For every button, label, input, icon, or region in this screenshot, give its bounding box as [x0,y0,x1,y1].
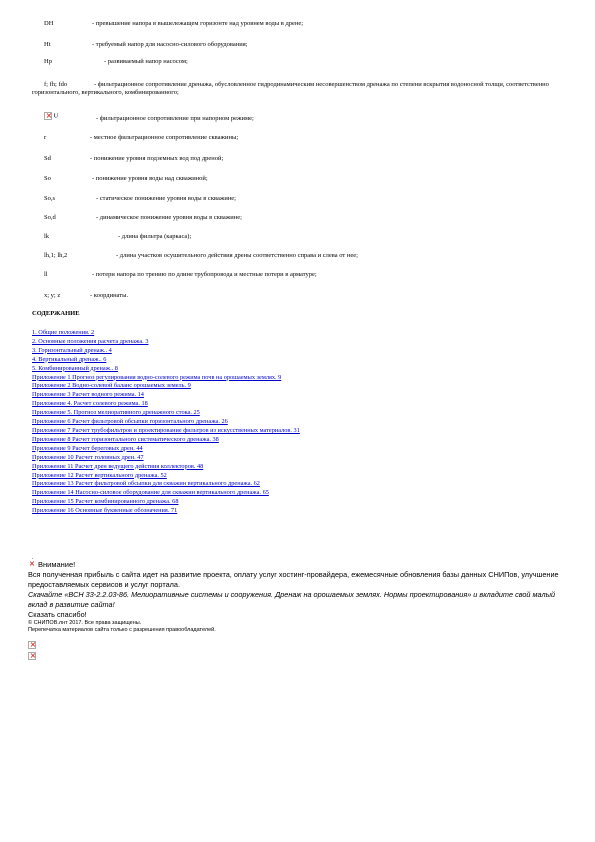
definition-symbol [44,112,58,120]
toc-link[interactable]: Приложение 6 Расчет фильтровой обсыпки горизонтального дренажа. 26 [32,418,228,426]
toc-item[interactable] [32,427,300,436]
toc-link[interactable]: 1. Общие положения. 2 [32,329,95,336]
toc-link[interactable]: Приложение 13 Расчет фильтровой обсыпки для скважин вертикального дренажа. 62 [32,480,260,488]
definition-symbol: So [44,175,51,182]
toc-link[interactable]: Приложение 9 Расчет береговых дрен. 44 [32,444,143,452]
definition-symbol: x; y; z [44,292,61,299]
definition-symbol: lk [44,233,50,240]
toc-item[interactable] [32,400,300,409]
definition-text: - потери напора по трению по длине трубопровода и местные потери в арматуре; [92,271,317,278]
toc-item[interactable] [32,489,300,498]
definition-text: - требуемый напор для насосно-силового оборудования; [92,41,248,48]
definition-symbol: ll [44,271,48,278]
definition-text: - превышение напора в вышележащем горизонте над уровнем воды в дрене; [92,20,304,27]
toc-item[interactable] [32,418,300,427]
definition-symbol: r [44,134,47,141]
toc-item[interactable] [32,498,300,507]
thanks-link[interactable]: Сказать спасибо! [28,610,87,619]
toc-item[interactable] [32,436,300,445]
definition-text: - статическое понижение уровня воды в скважине; [96,195,236,202]
toc-item[interactable] [32,338,300,347]
broken-image-icon [28,561,36,569]
toc-item[interactable] [32,382,300,391]
download-text[interactable]: Скачайте «ВСН 33-2.2.03-86. Мелиоративные системы и сооружения. Дренаж на орошаемых землях. Нормы проектирования» и вкладите свой малый вклад в развитие сайта! [28,590,556,609]
toc-link[interactable]: 5. Комбинированный дренаж.. 8 [32,364,118,372]
notice-title-text: Внимание! [38,560,76,569]
notice-block [28,560,568,634]
definition-text: - динамическое понижение уровня воды в скважине; [96,214,242,221]
definition-symbol: DH [44,20,54,27]
toc-link[interactable]: Приложение 15 Расчет комбинированного дренажа. 68 [32,498,179,506]
toc-item[interactable] [32,329,300,338]
toc-link[interactable]: Приложение 8 Расчет горизонтального систематического дренажа. 38 [32,435,219,443]
toc-link[interactable]: Приложение 7 Расчет трубофильтров и проектирование фильтров из искусственных материалов. 31 [32,426,300,434]
definition-symbol: So,d [44,214,56,221]
toc-link[interactable]: Приложение 10 Расчет головных дрен. 47 [32,453,144,461]
notice-title [28,560,568,570]
toc-link[interactable]: Приложение 5. Прогноз мелиоративного дренажного стока. 25 [32,409,200,417]
copyright-text: © СНИПОВ.лнт 2017. Все права защищены. [28,620,142,626]
toc-link[interactable]: 3. Горизонтальный дренаж.. 4 [32,346,112,354]
toc-link[interactable]: Приложение 4. Расчет солевого режима. 18 [32,400,148,408]
definition-text: - развиваемый напор насосом; [104,58,188,65]
definition-text: - фильтрационное сопротивление при напорном режиме; [96,115,254,122]
definition-symbol: Ht [44,41,51,48]
toc-item[interactable] [32,409,300,418]
table-of-contents [32,329,300,516]
definition-symbol: So,s [44,195,56,202]
toc-item[interactable] [32,445,300,454]
broken-image-icon[interactable] [28,641,36,649]
toc-link[interactable]: Приложение 14 Насосно-силовое оборудование для скважин вертикального дренажа. 65 [32,489,269,497]
definition-text: - длина фильтра (каркаса); [118,233,192,240]
image-placeholders [28,641,36,660]
broken-image-icon[interactable] [28,652,36,660]
notice-text: Вся полученная прибыль с сайта идет на развитие проекта, оплату услуг хостинг-провайдера, ежемесячные обновления базы данных СНИПов, улучшение предоставляемых сервисов и услуг портала. [28,570,559,589]
definition-text: - длина участков осушительного действия дрены соответственно справа и слева от нее; [116,252,358,259]
definition-text: - понижение уровня подземных вод под дреной; [90,155,224,162]
definition-text: - фильтрационное сопротивление дренажа, обусловленное гидродинамическим несовершенством дренажа по степени вскрытия водоносной толщи, соответственно горизонтального, вертикального, комбинированного; [32,81,549,96]
toc-link[interactable]: Приложение 11 Расчет дрен ведущего действия коллекторов. 48 [32,462,204,470]
toc-item[interactable] [32,463,300,472]
definition-text: - координаты. [90,292,129,299]
symbol-label: U [53,112,59,120]
toc-item[interactable] [32,365,300,374]
toc-link[interactable]: Приложение 12 Расчет вертикального дренажа. 52 [32,471,167,479]
toc-link[interactable]: 4. Вертикальный дренаж.. 6 [32,355,107,363]
toc-link[interactable]: Приложение 2 Водно-солевой баланс орошаемых земель. 9 [32,382,191,390]
definition-symbol: lh,1; lh,2 [44,252,68,259]
toc-item[interactable] [32,507,300,516]
toc-link[interactable]: Приложение 16 Основные буквенные обозначения. 71 [32,507,178,515]
toc-item[interactable] [32,454,300,463]
toc-link[interactable]: Приложение 1 Прогноз регулирования водно-солевого режима почв на орошаемых землях. 9 [32,373,282,381]
toc-link[interactable]: 2. Основные положения расчета дренажа. 3 [32,337,149,345]
toc-item[interactable] [32,356,300,365]
definition-text: - местное фильтрационное сопротивление скважины; [90,134,239,141]
permission-text: Перепечатка материалов сайта только с разрешения правообладателей. [28,627,216,633]
broken-image-icon [44,112,52,120]
contents-heading: СОДЕРЖАНИЕ [32,310,80,317]
toc-item[interactable] [32,391,300,400]
definition-symbol: Hp [44,58,52,65]
toc-item[interactable] [32,472,300,481]
definition-text: - понижение уровня воды над скважиной; [92,175,208,182]
toc-item[interactable] [32,480,300,489]
toc-item[interactable] [32,374,300,383]
toc-link[interactable]: Приложение 3 Расчет водного режима. 14 [32,391,144,399]
definition-symbol: Sd [44,155,51,162]
toc-item[interactable] [32,347,300,356]
definition-symbol: f; fh; fdo [44,81,68,88]
